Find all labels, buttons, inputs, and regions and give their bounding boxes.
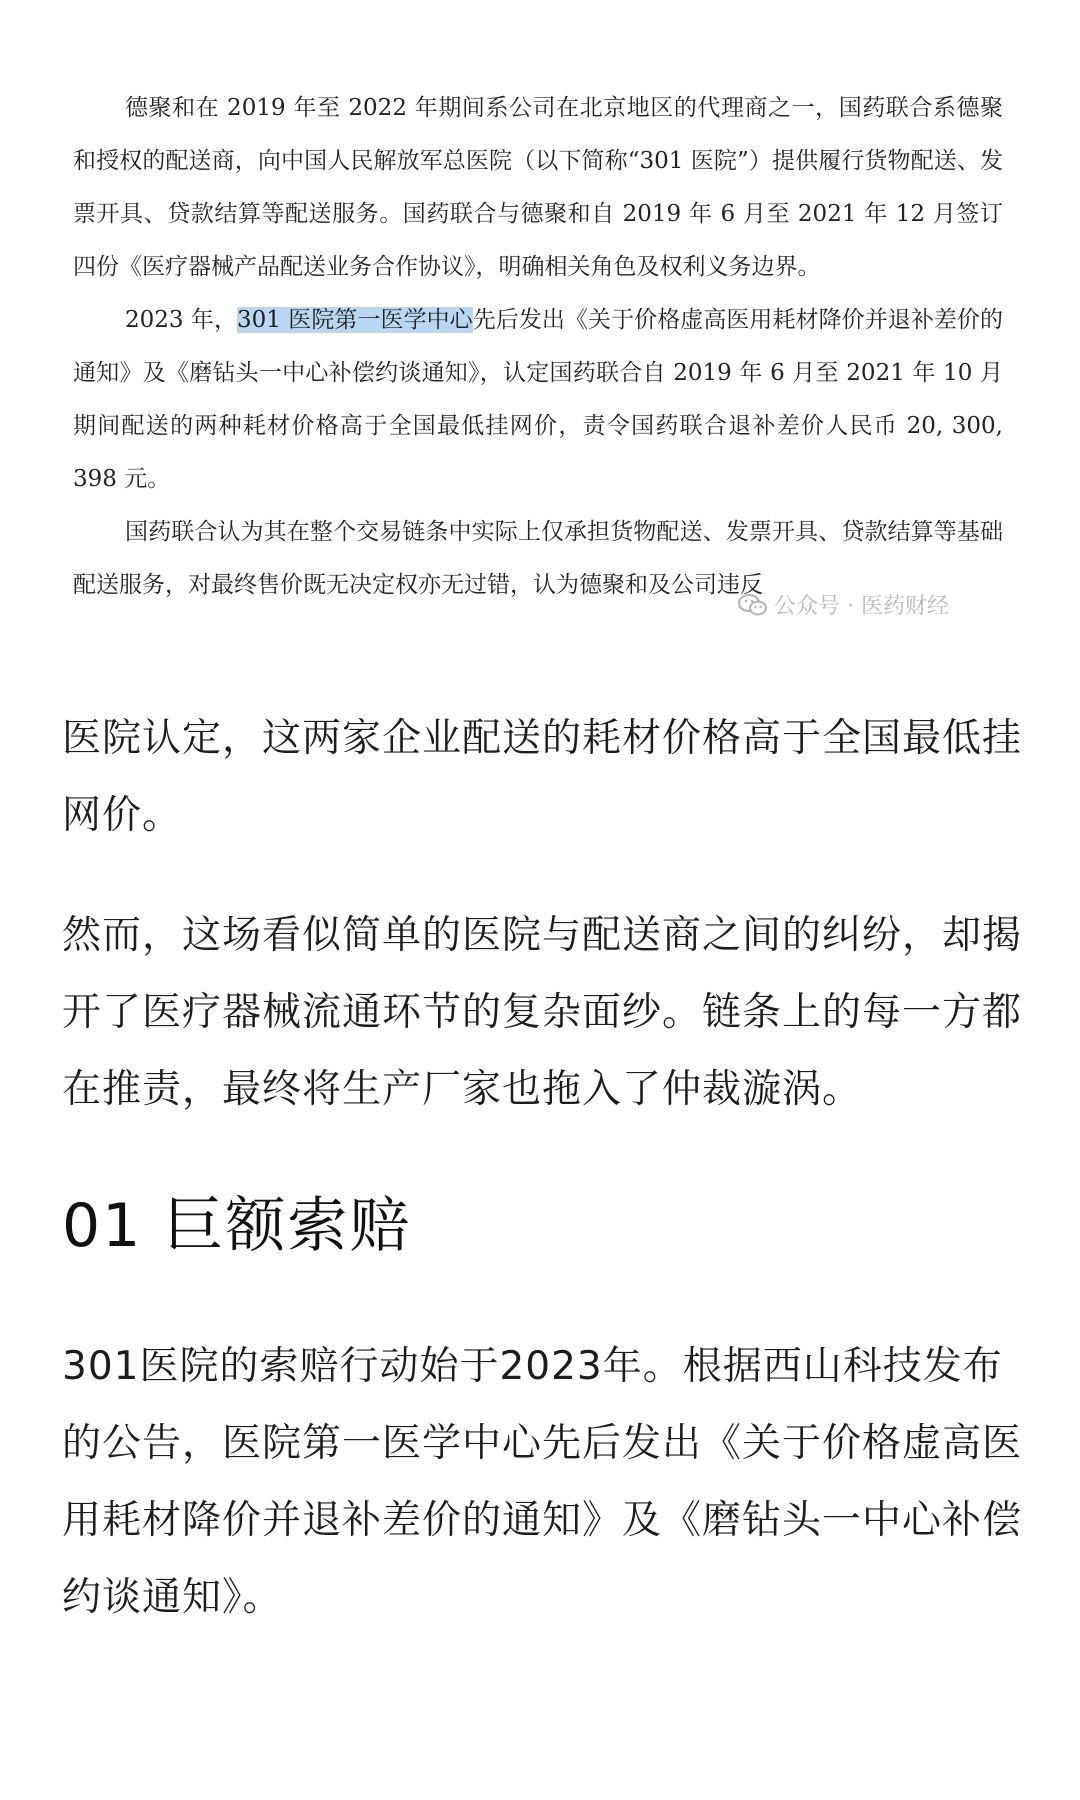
document-screenshot: [0, 0, 1080, 690]
document-paragraph-1: 德聚和在 2019 年至 2022 年期间系公司在北京地区的代理商之一，国药联合系德聚和授权的配送商，向中国人民解放军总医院（以下简称“301 医院”）提供履行货物配送、发票开具、贷款结算等配送服务。国药联合与德聚和自 2019 年 6 月至 2021 年 12 月签订四份《医疗器械产品配送业务合作协议》，明确相关角色及权利义务边界。: [73, 95, 1003, 280]
highlighted-text: 301 医院第一医学中心: [237, 307, 473, 333]
article-paragraph-3: 301医院的索赔行动始于2023年。根据西山科技发布的公告，医院第一医学中心先后发出《关于价格虚高医用耗材降价并退补差价的通知》及《磨钻头一中心补偿约谈通知》。: [62, 1344, 1023, 1620]
document-paragraph-2: [73, 294, 1003, 506]
article-body: [62, 700, 1027, 1636]
article-paragraph-1: 医院认定，这两家企业配送的耗材价格高于全国最低挂网价。: [62, 716, 1023, 838]
article-paragraph-2: 然而，这场看似简单的医院与配送商之间的纠纷，却揭开了医疗器械流通环节的复杂面纱。链条上的每一方都在推责，最终将生产厂家也拖入了仲裁漩涡。: [62, 913, 1023, 1112]
document-paragraph-2-after: 先后发出《关于价格虚高医用耗材降价并退补差价的通知》及《磨钻头一中心补偿约谈通知》，认定国药联合自 2019 年 6 月至 2021 年 10 月期间配送的两种耗材价格高于全国最低挂网价，责令国药联合退补差价人民币 20, 300, 398 元。: [73, 307, 1003, 492]
section-heading: 01 巨额索赔: [62, 1191, 412, 1261]
watermark: [738, 589, 949, 620]
watermark-text: 公众号 · 医药财经: [774, 594, 949, 619]
document-paragraph-3: 国药联合认为其在整个交易链条中实际上仅承担货物配送、发票开具、贷款结算等基础配送服务，对最终售价既无决定权亦无过错，认为德聚和及公司违反: [73, 519, 1003, 598]
document-paragraph-2-before: 2023 年，: [125, 307, 238, 333]
wechat-icon: [738, 593, 768, 617]
document-text: [73, 82, 1003, 612]
